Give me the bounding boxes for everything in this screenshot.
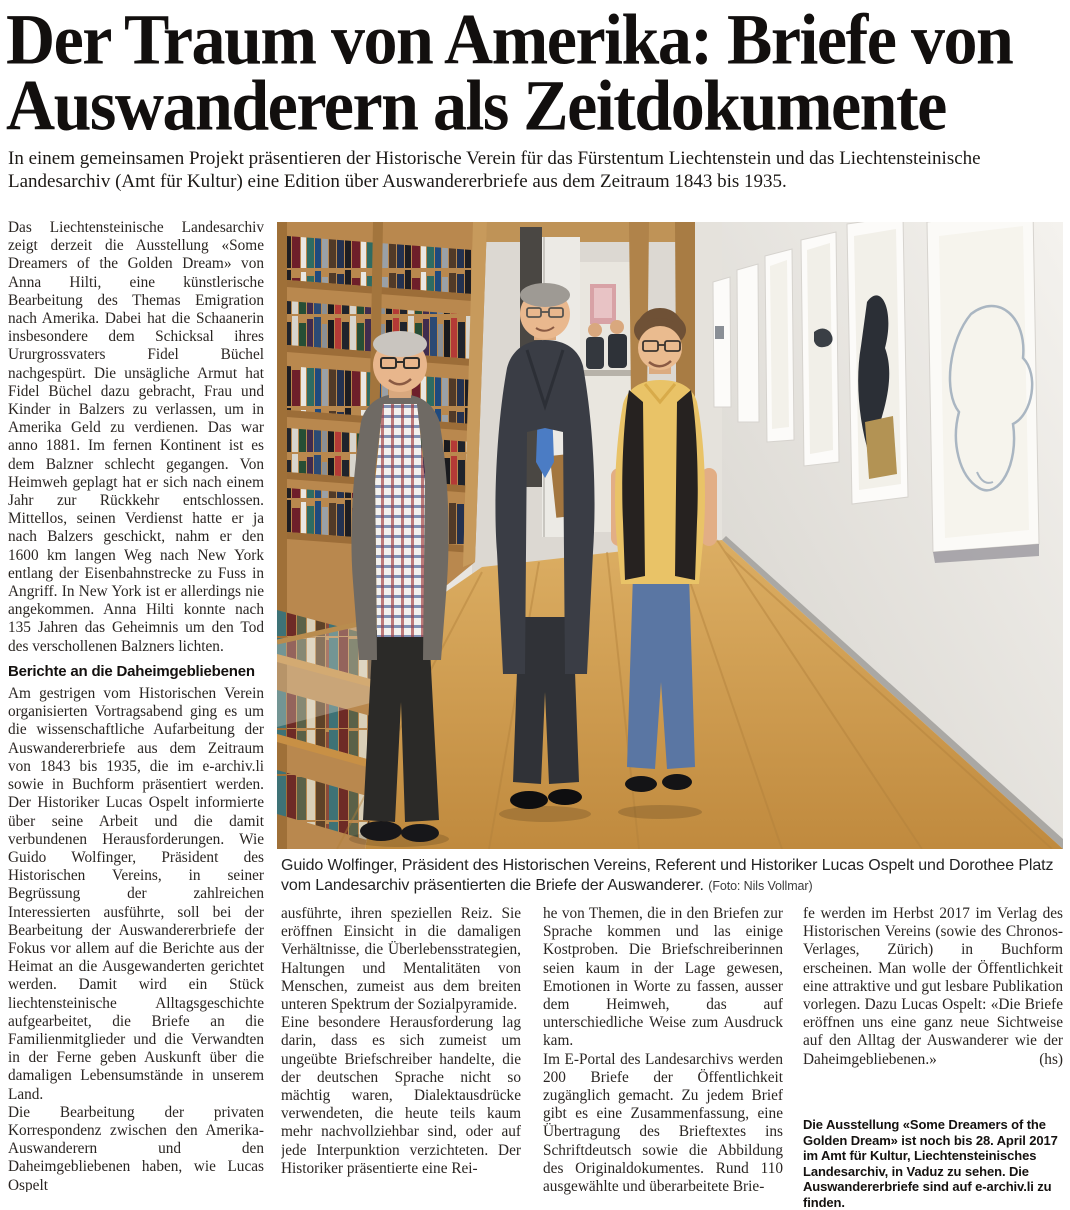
article-paragraph-text: fe werden im Herbst 2017 im Verlag des Historischen Vereins (sowie des Chronos-Verlages, Zürich) in Buchform erscheinen. Man wolle der Öffentlichkeit eine attraktive und gut lesbare Publikation vorlegen. Dazu Lucas Ospelt: «Die Briefe eröffnen uns eine ganz neue Sichtweise auf den Alltag der Auswanderer wie der Daheimgebliebenen.»	[803, 905, 1063, 1068]
article-paragraph	[803, 905, 1063, 1069]
lede: In einem gemeinsamen Projekt präsentieren der Historische Verein für das Fürstentum Liechtenstein und das Liechtensteinische Landesarchiv (Amt für Kultur) eine Edition über Auswandererbriefe aus dem Zeitraum 1843 bis 1935.	[8, 148, 981, 192]
article-paragraph: Eine besondere Herausforderung lag darin, dass es sich zumeist um ungeübte Briefschreiber handelte, die der deutschen Sprache nicht so mächtig waren, Dialektausdrücke verwendeten, die heute teils kaum mehr nachvollziehbar sind, oder auf jede Interpunktion verzichteten. Der Historiker präsentierte eine Rei-	[281, 1014, 521, 1177]
headline	[6, 0, 1066, 146]
footnote: Die Ausstellung «Some Dreamers of the Golden Dream» ist noch bis 28. April 2017 im Amt für Kultur, Liechtensteinisches Landesarchiv, in Vaduz zu sehen. Die Auswandererbriefe sind auf e-archiv.li zu finden.	[803, 1117, 1058, 1210]
photo-credit: (Foto: Nils Vollmar)	[708, 879, 813, 893]
article-paragraph: ausführte, ihren speziellen Reiz. Sie eröffnen Einsicht in die damaligen Verhältnisse, die Überlebensstrategien, Haltungen und Mentalitäten von Menschen, zumeist aus dem breiten unteren Spektrum der Sozialpyramide.	[281, 905, 521, 1014]
headline-line-2: Auswanderern als Zeitdokumente	[6, 64, 946, 146]
column-1	[8, 219, 264, 1192]
article-paragraph: Die Bearbeitung der privaten Korrespondenz zwischen den Amerika-Auswanderern und den Daheimgebliebenen haben, wie Lucas Ospelt	[8, 1103, 264, 1192]
photo-caption-text: Guido Wolfinger, Präsident des Historischen Vereins, Referent und Historiker Lucas Ospelt und Dorothee Platz vom Landesarchiv präsentierten die Briefe der Auswanderer.	[281, 857, 1054, 894]
author-signature: (hs)	[1039, 1050, 1063, 1068]
photo-illustration	[277, 222, 1063, 849]
article-paragraph: Am gestrigen vom Historischen Verein organisierten Vortragsabend ging es um die wissenschaftliche Aufarbeitung der Auswandererbriefe aus dem Zeitraum von 1843 bis 1935, die im e-archiv.li sowie in Buchform präsentiert werden. Der Historiker Lucas Ospelt informierte über seine Arbeit und die damit verbundenen Herausforderungen. Wie Guido Wolfinger, Präsident des Historischen Vereins, in seiner Begrüssung der zahlreichen Interessierten ausführte, soll bei der Bearbeitung der Auswandererbriefe der Fokus vor allem auf die Berichte aus der Heimat an die Ausgewanderten gerichtet werden. Damit wird ein Stück liechtensteinische Alltagsgeschichte aufgearbeitet, die Briefe an die Familienmitglieder und die Verwandten in der Ferne geben Auskunft über die damaligen Lebensumstände in unserem Land.	[8, 685, 264, 1103]
article-paragraph: Im E-Portal des Landesarchivs werden 200 Briefe der Öffentlichkeit zugänglich gemacht. Zu jedem Brief gibt es eine Zusammenfassung, eine Übertragung des Brieftextes ins Schriftdeutsch sowie die Abbildung des Originaldokumentes. Rund 110 ausgewählte und überarbeitete Brie-	[543, 1050, 783, 1195]
headline-line-1: Der Traum von Amerika: Briefe von	[6, 0, 1013, 80]
article-paragraph: he von Themen, die in den Briefen zur Sprache kommen und las einige Kostproben. Die Briefschreiberinnen seien kaum in der Lage gewesen, Emotionen in Worte zu fassen, ausser dem Heimweh, das auf unterschiedliche Weise zum Ausdruck kam.	[543, 905, 783, 1050]
article-paragraph: Das Liechtensteinische Landesarchiv zeigt derzeit die Ausstellung «Some Dreamers of the Golden Dream» von Anna Hilti, eine künstlerische Bearbeitung des Themas Emigration nach Amerika. Dabei hat die Schaanerin insbesondere dem Schicksal ihres Ururgrossvaters Fidel Büchel nachgespürt. Die unsägliche Armut hat Fidel Büchel dazu gebracht, Frau und Kinder in Balzers zu verlassen, um in Amerika Geld zu verdienen. Das war anno 1881. Im fernen Kontinent ist es dem Balzner schlecht gegangen. Von Heimweh geplagt hat er sich nach einem Jahr zur Rückkehr entschlossen. Mittellos, seinen Verdienst hatte er ja nach Balzers geschickt, nahm er den 1600 km langen Weg nach New York entlang der Eisenbahnstrecke zu Fuss in Angriff. In New York ist er allerdings nie angekommen. Anna Hilti konnte nach 135 Jahren das Geheimnis um den Tod des verschollenen Balzners lichten.	[8, 219, 264, 655]
article-photo	[277, 222, 1063, 849]
column-2	[281, 905, 521, 1195]
photo-caption	[281, 856, 1059, 896]
section-subhead: Berichte an die Daheimgebliebenen	[8, 662, 255, 680]
column-3	[543, 905, 783, 1195]
